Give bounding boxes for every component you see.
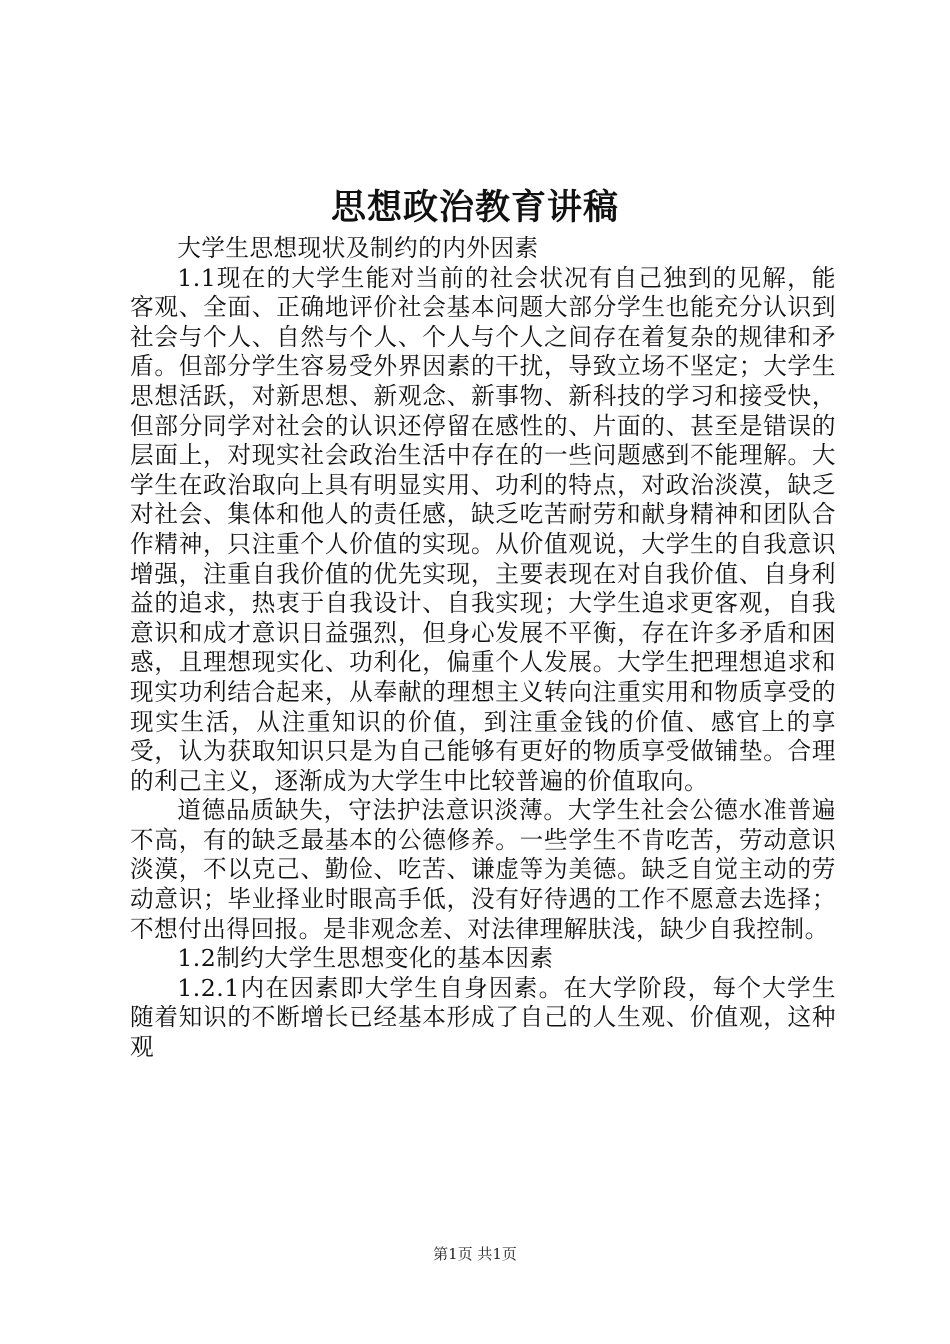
section-heading: 大学生思想现状及制约的内外因素 bbox=[177, 234, 539, 262]
body-paragraph: 1.2.1内在因素即大学生自身因素。在大学阶段，每个大学生随着知识的不断增长已经基本形成了自己的人生观、价值观，这种观 bbox=[130, 973, 836, 1062]
page-footer: 第1页 共1页 bbox=[433, 1245, 517, 1263]
document-body bbox=[130, 234, 836, 1063]
section-heading: 1.2制约大学生思想变化的基本因素 bbox=[177, 944, 554, 973]
document-title: 思想政治教育讲稿 bbox=[330, 187, 619, 228]
body-paragraph: 1.1现在的大学生能对当前的社会状况有自己独到的见解，能客观、全面、正确地评价社会基本问题大部分学生也能充分认识到社会与个人、自然与个人、个人与个人之间存在着复杂的规律和矛盾。但部分学生容易受外界因素的干扰，导致立场不坚定；大学生思想活跃，对新思想、新观念、新事物、新科技的学习和接受快，但部分同学对社会的认识还停留在感性的、片面的、甚至是错误的层面上，对现实社会政治生活中存在的一些问题感到不能理解。大学生在政治取向上具有明显实用、功利的特点，对政治淡漠，缺乏对社会、集体和他人的责任感，缺乏吃苦耐劳和献身精神和团队合作精神，只注重个人价值的实现。从价值观说，大学生的自我意识增强，注重自我价值的优先实现，主要表现在对自我价值、自身利益的追求，热衷于自我设计、自我实现；大学生追求更客观，自我意识和成才意识日益强烈，但身心发展不平衡，存在许多矛盾和困惑，且理想现实化、功利化，偏重个人发展。大学生把理想追求和现实功利结合起来，从奉献的理想主义转向注重实用和物质享受的现实生活，从注重知识的价值，到注重金钱的价值、感官上的享受，认为获取知识只是为自己能够有更好的物质享受做铺垫。合理的利己主义，逐渐成为大学生中比较普遍的价值取向。 bbox=[130, 263, 836, 795]
body-paragraph: 道德品质缺失，守法护法意识淡薄。大学生社会公德水准普遍不高，有的缺乏最基本的公德修养。一些学生不肯吃苦，劳动意识淡漠，不以克己、勤俭、吃苦、谦虚等为美德。缺乏自觉主动的劳动意识；毕业择业时眼高手低，没有好待遇的工作不愿意去选择；不想付出得回报。是非观念差、对法律理解肤浅，缺少自我控制。 bbox=[130, 796, 836, 943]
